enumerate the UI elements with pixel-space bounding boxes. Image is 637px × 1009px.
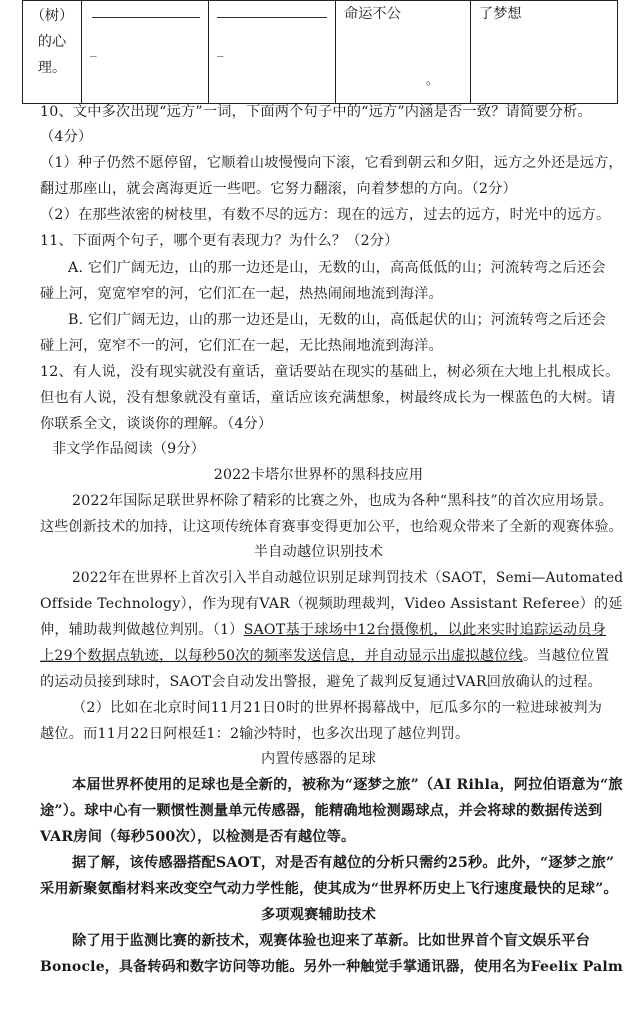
table-row-label [23, 1, 82, 104]
paragraph-2-line-4 [40, 645, 609, 665]
underlined-sentence-part-2: 上29个数据点轨迹，以每秒50次的频率发送信息，并自动显示出虚拟越位线 [40, 648, 523, 664]
q12-line-2: 但也有人说，没有想象就没有童话，童话应该充满想象，树最终成长为一棵蓝色的大树。请 [40, 390, 616, 406]
underlined-sentence-part-1: SAOT基于球场中12台摄像机，以此来实时追踪运动员身 [243, 622, 607, 638]
table-row [23, 1, 618, 104]
row-label-line: 的心 [37, 34, 67, 50]
paragraph-6-line-1: 除了用于监测比赛的新技术，观赛体验也迎来了革新。比如世界首个盲文娱乐平台 [72, 933, 590, 949]
paragraph-1-line-1: 2022年国际足联世界杯除了精彩的比赛之外，也成为各种“黑科技”的首次应用场景。 [72, 493, 613, 509]
cell-dot: 。 [426, 73, 440, 88]
paragraph-6-line-2: Bonocle，具备转码和数字访问等功能。另外一种触觉手掌通讯器，使用名为Feelix Palm [40, 959, 623, 975]
paragraph-2-line-3 [40, 619, 606, 639]
paragraph-4-line-1: 本届世界杯使用的足球也是全新的，被称为“逐梦之旅”（AI Rihla，阿拉伯语意为“旅 [72, 777, 623, 793]
q11-option-b-line-2: 碰上河，宽窄不一的河，它们汇在一起，无比热闹地流到海洋。 [40, 338, 443, 354]
section-heading: 非文学作品阅读（9分） [52, 441, 206, 457]
q11-line-1: 11、下面两个句子，哪个更有表现力？为什么？（2分） [40, 233, 399, 249]
subheading-viewing-tech: 多项观赛辅助技术 [260, 907, 377, 923]
paragraph-5-line-2: 采用新聚氨酯材料来改变空气动力学性能，使其成为“世界杯历史上飞行速度最快的足球”。 [40, 881, 618, 897]
q10-sentence-2: （2）在那些浓密的树枝里，有数不尽的远方：现在的远方，过去的远方，时光中的远方。 [40, 207, 611, 223]
table-cell-blank-2[interactable] [209, 1, 336, 104]
article-title: 2022卡塔尔世界杯的黑科技应用 [213, 467, 424, 483]
subheading-sensor-ball: 内置传感器的足球 [260, 751, 377, 767]
paragraph-4-line-2: 途”）。球中心有一颗惯性测量单元传感器，能精确地检测踢球点，并会将球的数据传送到 [40, 803, 603, 819]
answer-blank-line [92, 17, 200, 18]
paragraph-3-line-1: （2）比如在北京时间11月21日0时的世界杯揭幕战中，厄瓜多尔的一粒进球被判为 [72, 700, 603, 716]
paragraph-2-line-2: Offside Technology），作为现有VAR（视频助理裁判，Video Assistant Referee）的延 [40, 596, 623, 612]
table-cell-text-1 [336, 1, 471, 104]
answer-table [22, 0, 618, 104]
q11-option-a-line-2: 碰上河，宽宽窄窄的河，它们汇在一起，热热闹闹地流到海洋。 [40, 286, 443, 302]
q12-line-1: 12、有人说，没有现实就没有童话，童话要站在现实的基础上，树必须在大地上扎根成长。 [40, 364, 620, 380]
cell-mark: _ [90, 43, 97, 58]
paragraph-2-line-3-lead: 伸，辅助裁判做越位判别。（1） [40, 622, 244, 638]
subheading-offside: 半自动越位识别技术 [253, 544, 384, 560]
table-cell-text-2 [471, 1, 618, 104]
q11-option-b-line-1: B. 它们广阔无边，山的那一边还是山，无数的山，高低起伏的山；河流转弯之后还会 [68, 312, 606, 328]
row-label-line: 理。 [37, 60, 67, 76]
paragraph-2-line-4-tail: 。当越位位置 [522, 648, 610, 664]
cell-text: 命运不公 [344, 6, 401, 22]
paragraph-3-line-2: 越位。而11月22日阿根廷1：2输沙特时，也多次出现了越位判罚。 [40, 726, 470, 742]
paragraph-5-line-1: 据了解，该传感器搭配SAOT，对是否有越位的分析只需约25秒。此外，“逐梦之旅” [72, 855, 615, 871]
cell-mark: _ [217, 43, 224, 58]
row-label-line: （树） [30, 8, 74, 24]
paragraph-2-line-5: 的运动员接到球时，SAOT会自动发出警报，避免了裁判反复通过VAR回放确认的过程。 [40, 674, 602, 690]
paragraph-4-line-3: VAR房间（每秒500次），以检测是否有越位等。 [40, 829, 356, 845]
cell-text: 了梦想 [479, 6, 522, 22]
q12-line-3: 你联系全文，谈谈你的理解。（4分） [40, 416, 273, 432]
q10-sentence-1-line-2: 翻过那座山，就会离海更近一些吧。它努力翻滚，向着梦想的方向。（2分） [40, 181, 517, 197]
q10-line-2: （4分） [40, 129, 93, 145]
q10-sentence-1-line-1: （1）种子仍然不愿停留，它顺着山坡慢慢向下滚，它看到朝云和夕阳，远方之外还是远方， [40, 155, 623, 171]
table-cell-blank-1[interactable] [82, 1, 209, 104]
paragraph-2-line-1: 2022年在世界杯上首次引入半自动越位识别足球判罚技术（SAOT，Semi—Automated [72, 570, 624, 586]
answer-blank-line [217, 17, 327, 18]
q11-option-a-line-1: A. 它们广阔无边，山的那一边还是山，无数的山，高高低低的山；河流转弯之后还会 [68, 260, 606, 276]
q10-line-1: 10、文中多次出现“远方”一词，下面两个句子中的“远方”内涵是否一致？请简要分析。 [40, 104, 592, 120]
paragraph-1-line-2: 这些创新技术的加持，让这项传统体育赛事变得更加公平，也给观众带来了全新的观赛体验。 [40, 519, 623, 535]
